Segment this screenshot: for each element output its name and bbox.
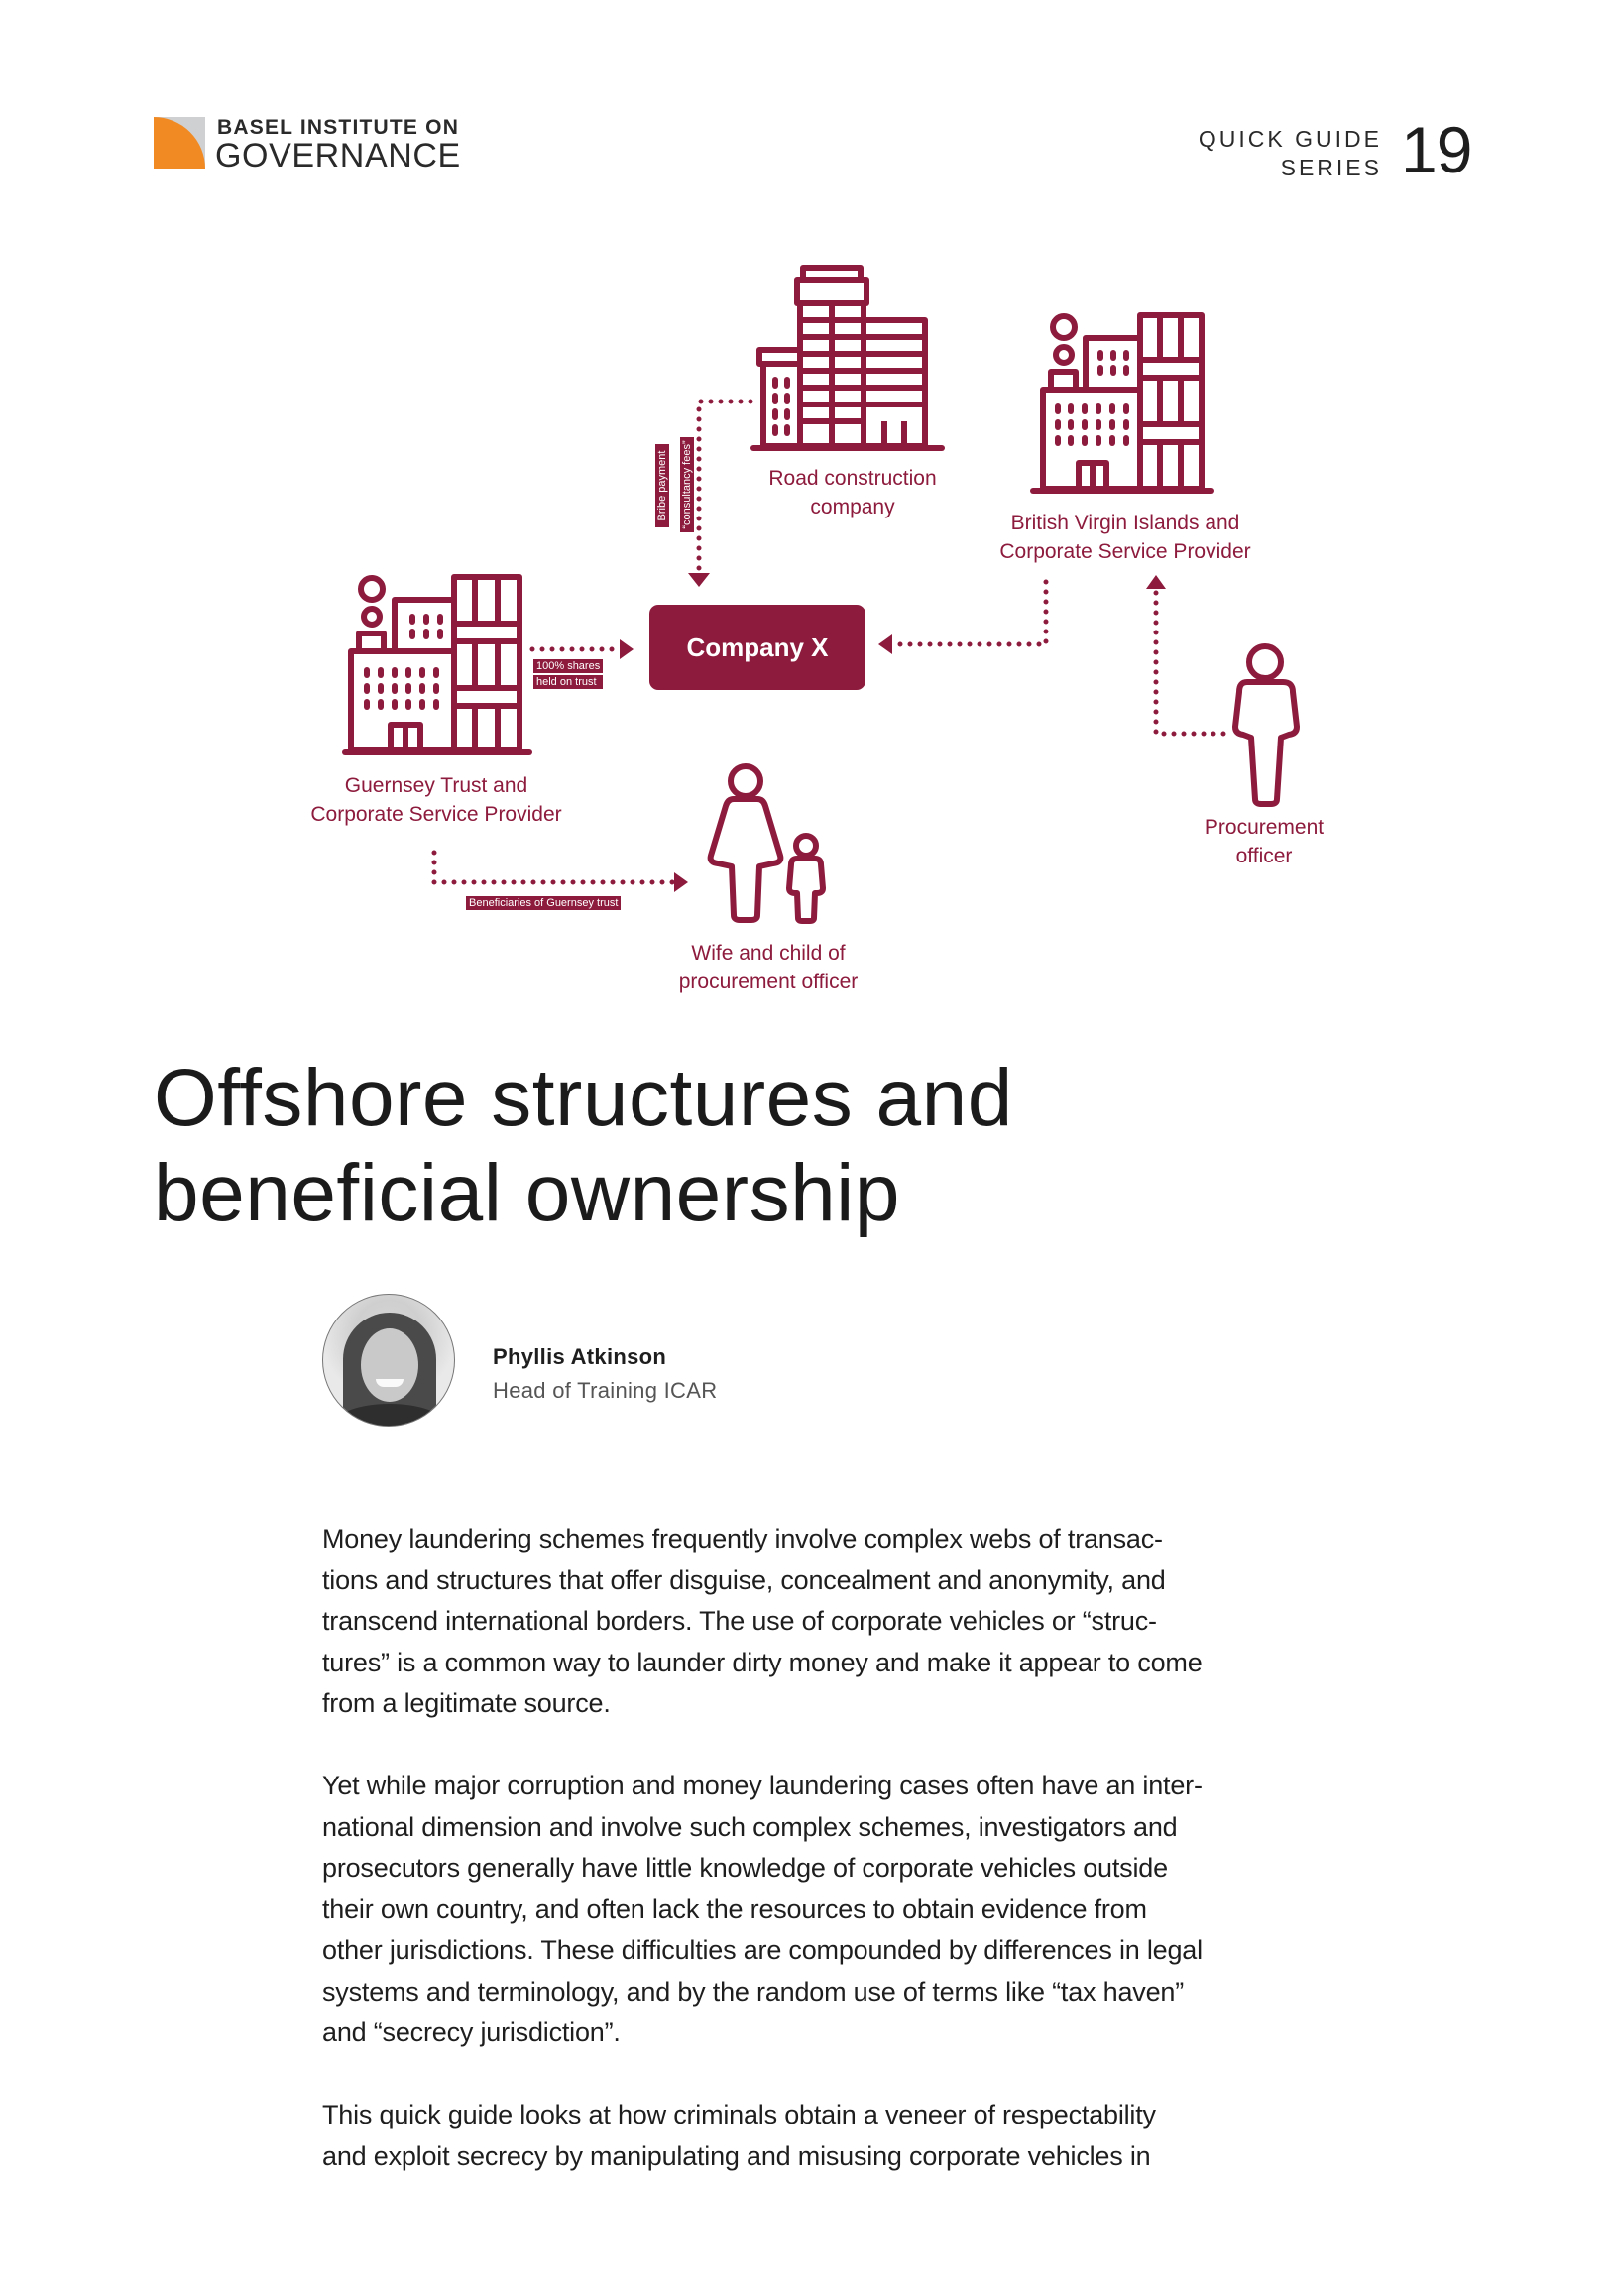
edge-label-bribe: Bribe payment “consultancy fees” <box>653 436 687 535</box>
paragraph-1: Money laundering schemes frequently involve complex webs of transac- tions and structures that offer disguise, concealment and anonymity, and transcend international borders. The use of corporate vehicles or “struc- tures” is a common way to launder dirty money and make it appear to come from a legitimate source. <box>322 1524 1203 1718</box>
logo-text-line2: GOVERNANCE <box>215 137 461 174</box>
company-x-node: Company X <box>649 605 865 690</box>
edge-label-beneficiaries: Beneficiaries of Guernsey trust <box>466 896 621 910</box>
page-title: Offshore structures and beneficial ownership <box>154 1053 1013 1238</box>
node-label-wife-child: Wife and child of procurement officer <box>678 942 859 993</box>
node-label-bvi: British Virgin Islands and Corporate Service Provider <box>999 512 1251 563</box>
paragraph-3: This quick guide looks at how criminals obtain a veneer of respectability and exploit secrecy by manipulating and misusing corporate vehicles in <box>322 2100 1156 2171</box>
edge-label-shares: 100% shares held on trust <box>533 659 603 689</box>
series-label-line2: SERIES <box>1280 155 1382 180</box>
arrow-bribe-payment <box>0 0 1615 1091</box>
series-label-line1: QUICK GUIDE <box>1198 126 1382 152</box>
logo-text-line1: BASEL INSTITUTE ON <box>217 116 460 139</box>
node-label-guernsey: Guernsey Trust and Corporate Service Provider <box>310 774 562 826</box>
node-label-road-construction: Road construction company <box>768 467 937 518</box>
author-name: Phyllis Atkinson <box>493 1344 667 1369</box>
author-role: Head of Training ICAR <box>493 1378 718 1403</box>
series-number: 19 <box>1401 113 1472 186</box>
avatar <box>322 1294 455 1427</box>
paragraph-2: Yet while major corruption and money laundering cases often have an inter- national dimension and involve such complex schemes, investigators and prosecutors generally have little knowledge of corporate vehicles outside their own country, and often lack the resources to obtain evidence from other jurisdictions. These difficulties are compounded by differences in legal systems and terminology, and by the random use of terms like “tax haven” and “secrecy jurisdiction”. <box>322 1771 1203 2047</box>
node-label-procurement-officer: Procurement officer <box>1204 816 1325 867</box>
